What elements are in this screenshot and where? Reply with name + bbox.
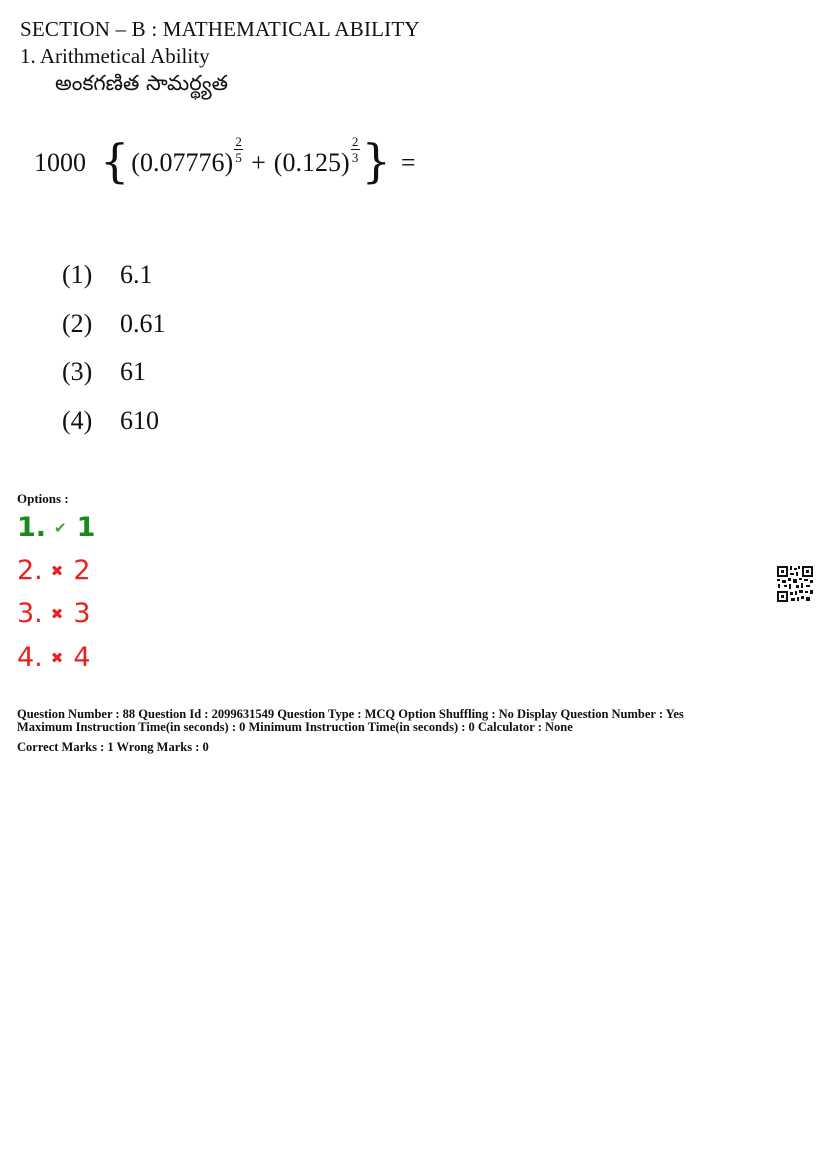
option-item-wrong	[17, 555, 91, 586]
exponent-denominator: 3	[351, 149, 359, 165]
qr-code-icon	[776, 565, 814, 603]
question-topic: 1. Arithmetical Ability	[20, 44, 210, 68]
option-item-wrong	[17, 642, 91, 673]
check-icon: ✔	[54, 518, 67, 537]
option-item-wrong	[17, 598, 91, 629]
equation-operator: +	[251, 148, 266, 177]
exponent-numerator: 2	[351, 133, 359, 149]
answer-choice	[62, 357, 146, 387]
equation-term2-exponent	[351, 135, 360, 164]
choice-label: (4)	[62, 406, 93, 435]
section-title: SECTION – B : MATHEMATICAL ABILITY	[20, 17, 420, 41]
option-value: 3	[73, 598, 91, 629]
option-index: 2.	[17, 555, 43, 586]
choice-value: 610	[120, 406, 159, 435]
question-metadata-line: Maximum Instruction Time(in seconds) : 0 Minimum Instruction Time(in seconds) : 0 Calculator : None	[17, 720, 573, 734]
option-index: 1.	[17, 512, 47, 543]
marks-metadata-line: Correct Marks : 1 Wrong Marks : 0	[17, 740, 209, 754]
answer-choice	[62, 260, 153, 290]
choice-label: (2)	[62, 309, 93, 338]
choice-label: (3)	[62, 357, 93, 386]
equation-open-brace: {	[100, 134, 130, 188]
option-value: 1	[76, 512, 96, 543]
options-heading: Options :	[17, 491, 69, 506]
equation-coefficient: 1000	[34, 148, 86, 177]
question-topic-telugu: అంకగణిత సామర్థ్యత	[55, 71, 228, 95]
option-value: 4	[73, 642, 91, 673]
equation-term1-base: (0.07776)	[131, 148, 234, 177]
option-value: 2	[73, 555, 91, 586]
exponent-numerator: 2	[235, 133, 242, 149]
cross-icon: ✖	[50, 648, 64, 667]
question-equation	[34, 133, 424, 188]
equation-term2-base: (0.125)	[273, 148, 350, 177]
choice-value: 61	[120, 357, 146, 386]
equation-equals: =	[400, 148, 416, 177]
cross-icon: ✖	[50, 604, 64, 623]
answer-choice	[62, 309, 166, 339]
exponent-denominator: 5	[235, 149, 242, 165]
equation-close-brace: }	[361, 134, 391, 188]
cross-icon: ✖	[50, 561, 64, 580]
question-metadata-line: Question Number : 88 Question Id : 2099631549 Question Type : MCQ Option Shuffling : No Display Question Number : Yes	[17, 707, 684, 721]
choice-label: (1)	[62, 260, 93, 289]
option-item-correct	[17, 512, 95, 543]
choice-value: 0.61	[120, 309, 166, 338]
option-index: 3.	[17, 598, 43, 629]
choice-value: 6.1	[120, 260, 153, 289]
option-index: 4.	[17, 642, 43, 673]
equation-term1-exponent	[234, 135, 243, 164]
answer-choice	[62, 406, 159, 436]
